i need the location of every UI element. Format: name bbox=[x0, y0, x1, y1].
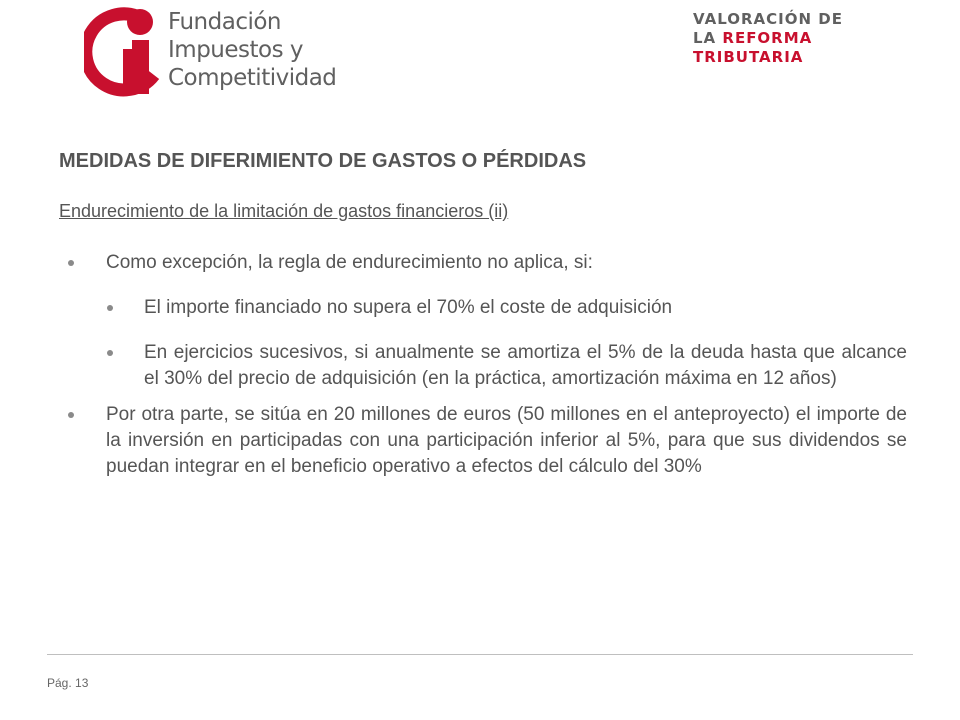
title-line-2-a: LA bbox=[693, 29, 723, 47]
list-item-text: Como excepción, la regla de endurecimiento no aplica, si: bbox=[106, 252, 593, 273]
page-title: MEDIDAS DE DIFERIMIENTO DE GASTOS O PÉRDIDAS bbox=[59, 150, 587, 172]
list-item-text: El importe financiado no supera el 70% el coste de adquisición bbox=[144, 297, 673, 318]
list-item-text: En ejercicios sucesivos, si anualmente se amortiza el 5% de la deuda hasta que alcance el 30% del precio de adquisición (en la práctica, amortización máxima en 12 años) bbox=[144, 342, 907, 389]
section-subtitle: Endurecimiento de la limitación de gastos financieros (ii) bbox=[59, 201, 509, 221]
bullet-dot-icon bbox=[107, 305, 113, 311]
bullet-dot-icon bbox=[68, 260, 74, 266]
page-number: Pág. 13 bbox=[47, 676, 89, 690]
logo-line-1: Fundación bbox=[168, 9, 282, 35]
document-series-title bbox=[693, 10, 843, 67]
logo-line-3: Competitividad bbox=[168, 65, 337, 91]
bullet-dot-icon bbox=[107, 350, 113, 356]
title-line-3: TRIBUTARIA bbox=[693, 48, 804, 66]
footer-divider bbox=[47, 654, 913, 655]
list-item-text: Por otra parte, se sitúa en 20 millones de euros (50 millones en el anteproyecto) el importe de la inversión en participadas con una participación inferior al 5%, para que sus dividendos se puedan integrar en el beneficio operativo a efectos del cálculo del 30% bbox=[106, 404, 907, 477]
title-line-2 bbox=[693, 29, 843, 48]
list-item bbox=[62, 402, 907, 480]
logo bbox=[84, 3, 337, 99]
list-item bbox=[62, 340, 907, 392]
bullet-list bbox=[62, 250, 907, 480]
logo-line-2: Impuestos y bbox=[168, 37, 303, 63]
title-line-2-b: REFORMA bbox=[722, 29, 813, 47]
bullet-dot-icon bbox=[68, 412, 74, 418]
fundacion-logo-icon bbox=[84, 3, 168, 99]
list-item bbox=[62, 295, 907, 321]
logo-text bbox=[168, 8, 336, 92]
title-line-1: VALORACIÓN DE bbox=[693, 10, 843, 28]
list-item bbox=[62, 250, 907, 276]
